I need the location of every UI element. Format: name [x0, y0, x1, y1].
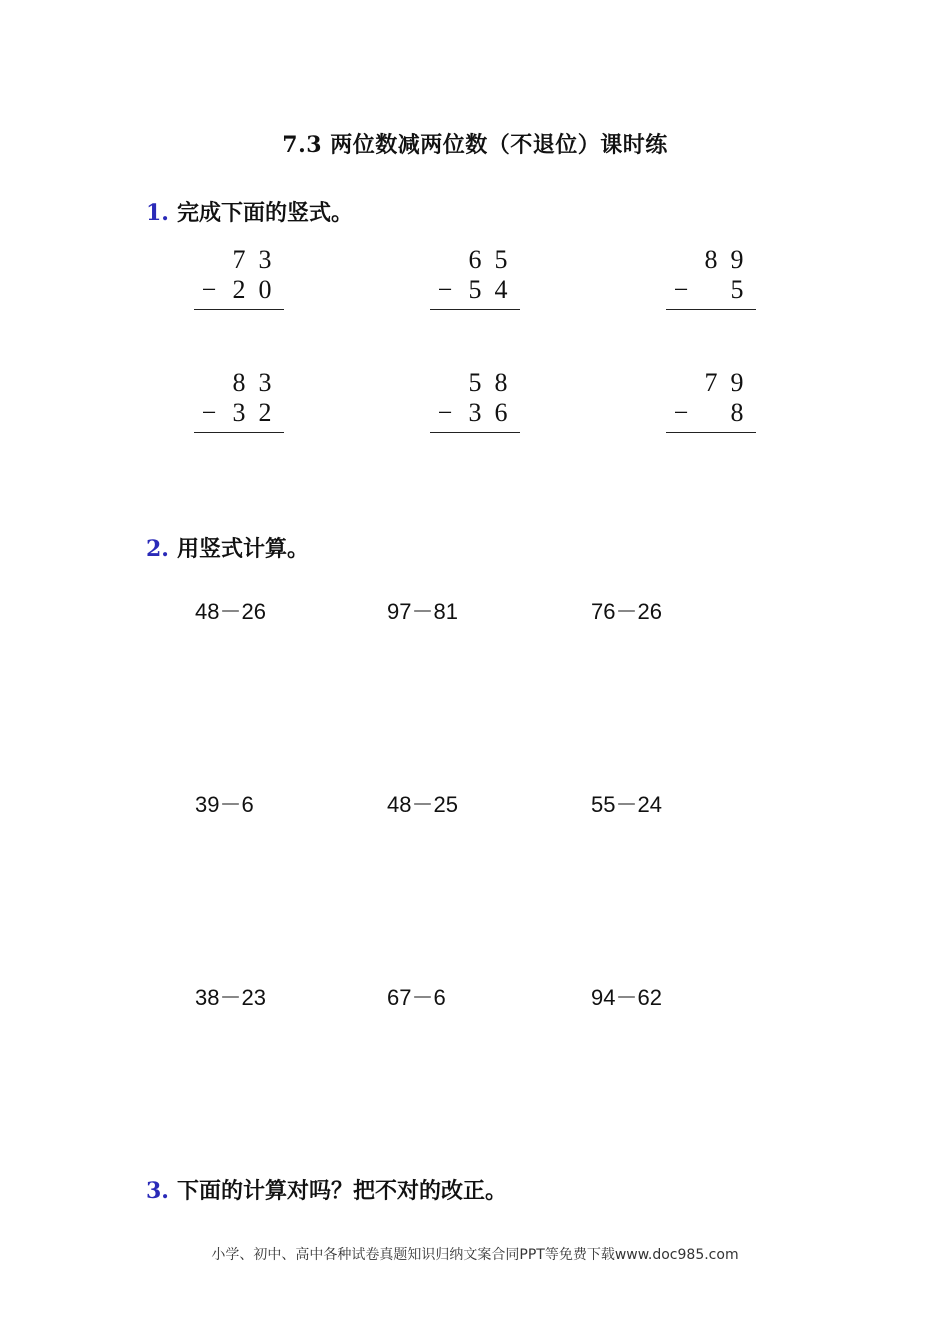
question-1-heading — [146, 196, 353, 227]
question-number: 3. — [146, 1178, 169, 1204]
question-text: 用竖式计算。 — [176, 536, 309, 562]
digit: 8 — [232, 368, 246, 397]
digit: 3 — [468, 398, 482, 427]
minus-sign: − — [437, 398, 453, 427]
expression: 55－24 — [591, 792, 662, 817]
minus-sign: − — [673, 275, 689, 304]
expression: 67－6 — [387, 985, 446, 1010]
answer-line — [430, 309, 520, 310]
digit: 7 — [704, 368, 718, 397]
digit: 0 — [258, 275, 272, 304]
minus-sign: − — [201, 398, 217, 427]
expression: 76－26 — [591, 599, 662, 624]
digit: 5 — [494, 245, 508, 274]
answer-line — [430, 432, 520, 433]
digit: 5 — [468, 275, 482, 304]
minus-sign: − — [673, 398, 689, 427]
question-number: 1. — [146, 200, 169, 226]
answer-line — [666, 432, 756, 433]
answer-line — [666, 309, 756, 310]
digit: 8 — [730, 398, 744, 427]
digit: 4 — [494, 275, 508, 304]
question-text: 下面的计算对吗？把不对的改正。 — [176, 1178, 507, 1204]
digit: 7 — [232, 245, 246, 274]
digit: 9 — [730, 245, 744, 274]
digit: 8 — [704, 245, 718, 274]
minus-sign: − — [437, 275, 453, 304]
digit: 2 — [258, 398, 272, 427]
digit: 3 — [258, 368, 272, 397]
answer-line — [194, 432, 284, 433]
digit: 8 — [494, 368, 508, 397]
digit: 3 — [232, 398, 246, 427]
expression: 48－25 — [387, 792, 458, 817]
digit: 9 — [730, 368, 744, 397]
footer-link[interactable]: 小学、初中、高中各种试卷真题知识归纳文案合同PPT等免费下载www.doc985.com — [211, 1247, 739, 1263]
answer-line — [194, 309, 284, 310]
expression: 94－62 — [591, 985, 662, 1010]
digit: 5 — [730, 275, 744, 304]
expression: 48－26 — [195, 599, 266, 624]
expression: 38－23 — [195, 985, 266, 1010]
digit: 2 — [232, 275, 246, 304]
question-number: 2. — [146, 536, 169, 562]
expression: 97－81 — [387, 599, 458, 624]
page-title: 7.3 两位数减两位数（不退位）课时练 — [282, 132, 668, 158]
minus-sign: − — [201, 275, 217, 304]
digit: 6 — [494, 398, 508, 427]
digit: 5 — [468, 368, 482, 397]
question-3-heading — [146, 1174, 507, 1205]
digit: 6 — [468, 245, 482, 274]
question-2-heading — [146, 532, 309, 563]
digit: 3 — [258, 245, 272, 274]
question-text: 完成下面的竖式。 — [176, 200, 353, 226]
expression: 39－6 — [195, 792, 254, 817]
